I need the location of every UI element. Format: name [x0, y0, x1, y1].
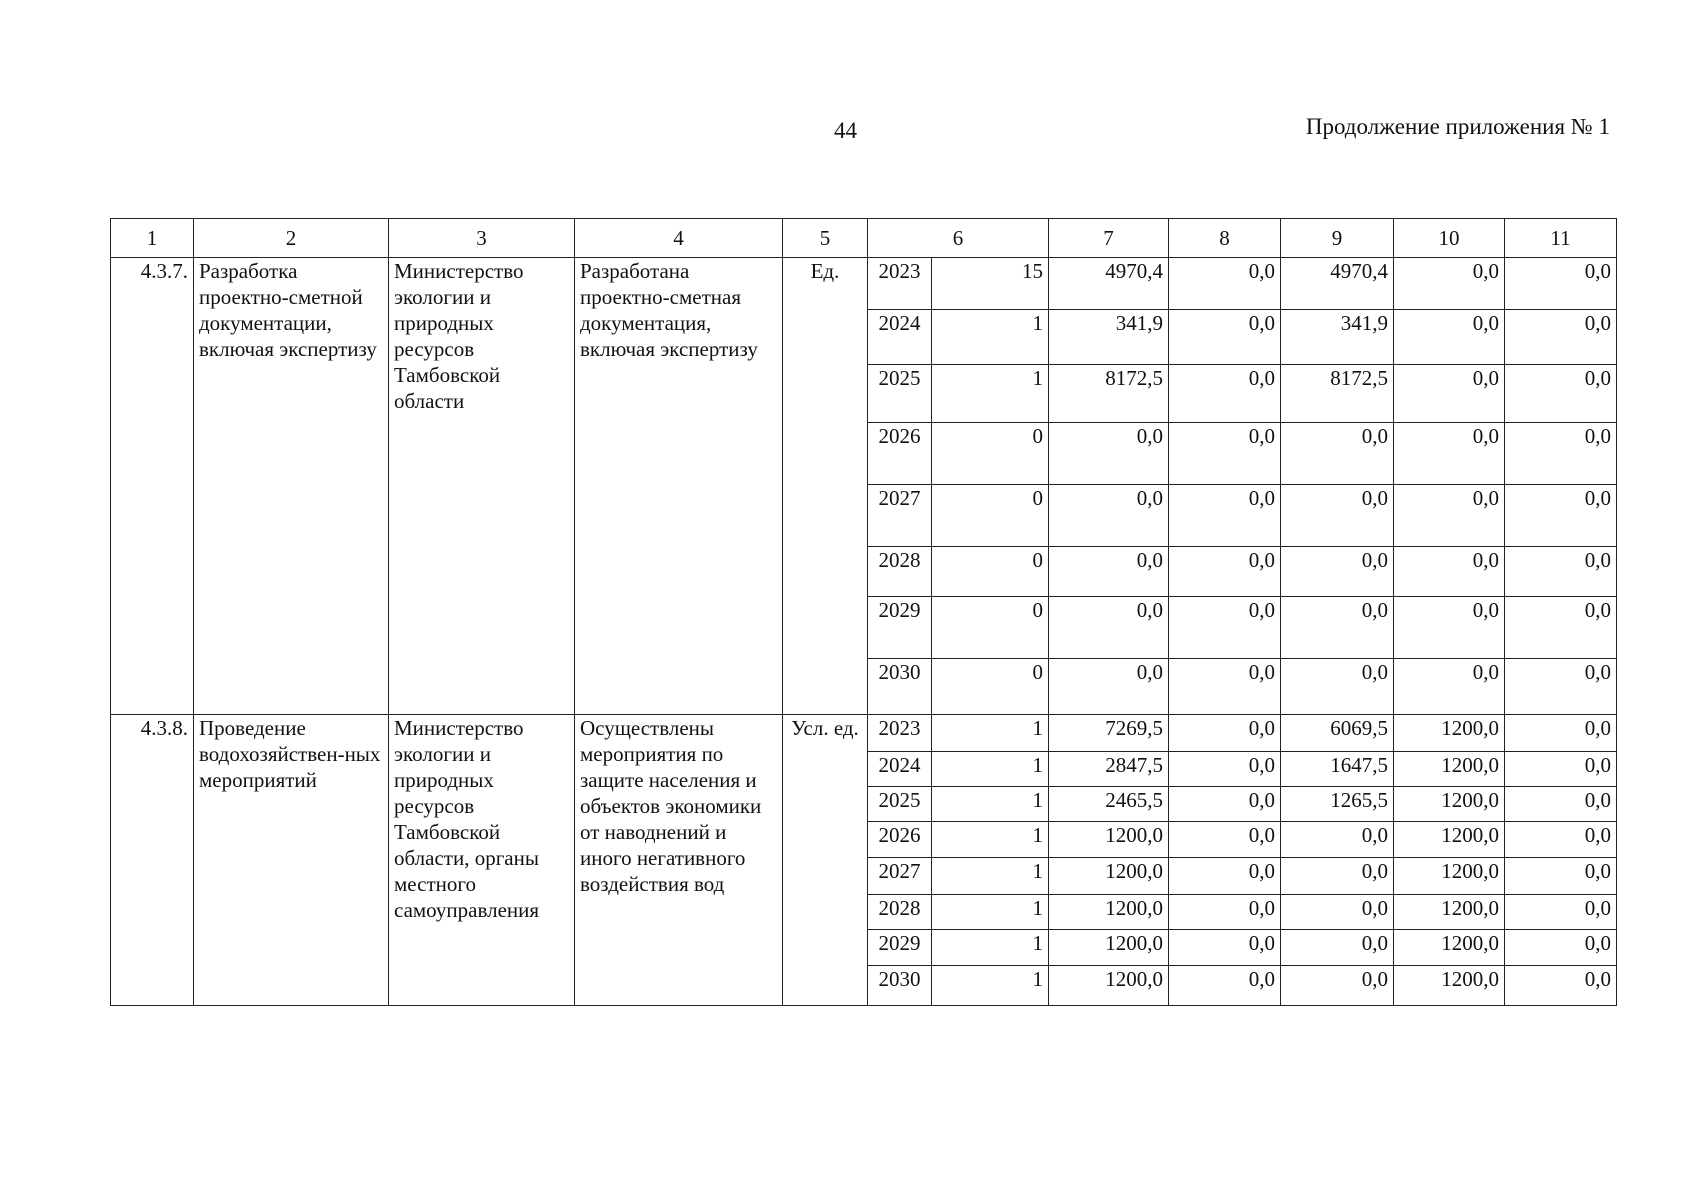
quantity-cell: 1: [932, 715, 1049, 752]
column-number: 8: [1169, 219, 1281, 258]
column-8-cell: 0,0: [1169, 787, 1281, 822]
column-8-cell: 0,0: [1169, 822, 1281, 858]
section-executor: Министерство экологии и природных ресурсов Тамбовской области, органы местного самоуправления: [389, 715, 575, 1006]
year-cell: 2028: [868, 547, 932, 597]
total-cell: 1200,0: [1049, 822, 1169, 858]
column-10-cell: 0,0: [1394, 423, 1505, 485]
total-cell: 1200,0: [1049, 895, 1169, 930]
quantity-cell: 1: [932, 752, 1049, 787]
year-cell: 2030: [868, 659, 932, 715]
column-8-cell: 0,0: [1169, 895, 1281, 930]
column-11-cell: 0,0: [1505, 547, 1617, 597]
section-name: Проведение водохозяйствен-ных мероприятий: [194, 715, 389, 1006]
column-11-cell: 0,0: [1505, 485, 1617, 547]
column-9-cell: 1647,5: [1281, 752, 1394, 787]
column-9-cell: 0,0: [1281, 423, 1394, 485]
quantity-cell: 0: [932, 423, 1049, 485]
column-11-cell: 0,0: [1505, 659, 1617, 715]
column-10-cell: 1200,0: [1394, 858, 1505, 895]
column-10-cell: 0,0: [1394, 485, 1505, 547]
column-10-cell: 0,0: [1394, 597, 1505, 659]
column-9-cell: 6069,5: [1281, 715, 1394, 752]
total-cell: 0,0: [1049, 597, 1169, 659]
column-9-cell: 0,0: [1281, 895, 1394, 930]
column-11-cell: 0,0: [1505, 858, 1617, 895]
column-10-cell: 0,0: [1394, 547, 1505, 597]
year-cell: 2026: [868, 822, 932, 858]
column-11-cell: 0,0: [1505, 966, 1617, 1006]
column-9-cell: 341,9: [1281, 310, 1394, 365]
quantity-cell: 1: [932, 858, 1049, 895]
column-10-cell: 1200,0: [1394, 895, 1505, 930]
column-number: 7: [1049, 219, 1169, 258]
column-number: 1: [111, 219, 194, 258]
column-9-cell: 0,0: [1281, 930, 1394, 966]
section-result: Осуществлены мероприятия по защите населения и объектов экономики от наводнений и иного негативного воздействия вод: [575, 715, 783, 1006]
column-8-cell: 0,0: [1169, 423, 1281, 485]
column-8-cell: 0,0: [1169, 858, 1281, 895]
column-9-cell: 0,0: [1281, 858, 1394, 895]
column-11-cell: 0,0: [1505, 752, 1617, 787]
year-cell: 2025: [868, 365, 932, 423]
column-8-cell: 0,0: [1169, 659, 1281, 715]
year-cell: 2024: [868, 310, 932, 365]
year-cell: 2030: [868, 966, 932, 1006]
year-cell: 2027: [868, 858, 932, 895]
section-index: 4.3.7.: [111, 258, 194, 715]
column-10-cell: 1200,0: [1394, 752, 1505, 787]
total-cell: 341,9: [1049, 310, 1169, 365]
total-cell: 0,0: [1049, 485, 1169, 547]
column-8-cell: 0,0: [1169, 310, 1281, 365]
total-cell: 2847,5: [1049, 752, 1169, 787]
quantity-cell: 0: [932, 547, 1049, 597]
column-9-cell: 0,0: [1281, 485, 1394, 547]
column-10-cell: 0,0: [1394, 365, 1505, 423]
total-cell: 0,0: [1049, 423, 1169, 485]
section-unit: Усл. ед.: [783, 715, 868, 1006]
quantity-cell: 1: [932, 787, 1049, 822]
column-11-cell: 0,0: [1505, 822, 1617, 858]
column-number: 3: [389, 219, 575, 258]
column-number: 4: [575, 219, 783, 258]
column-10-cell: 1200,0: [1394, 930, 1505, 966]
column-10-cell: 0,0: [1394, 258, 1505, 310]
column-8-cell: 0,0: [1169, 258, 1281, 310]
column-11-cell: 0,0: [1505, 310, 1617, 365]
column-number: 2: [194, 219, 389, 258]
column-8-cell: 0,0: [1169, 597, 1281, 659]
column-9-cell: 4970,4: [1281, 258, 1394, 310]
total-cell: 4970,4: [1049, 258, 1169, 310]
total-cell: 2465,5: [1049, 787, 1169, 822]
column-8-cell: 0,0: [1169, 966, 1281, 1006]
year-cell: 2028: [868, 895, 932, 930]
column-9-cell: 0,0: [1281, 597, 1394, 659]
column-9-cell: 0,0: [1281, 966, 1394, 1006]
year-cell: 2023: [868, 715, 932, 752]
appendix-table: [110, 218, 1617, 1006]
table-row: [111, 715, 1617, 752]
quantity-cell: 1: [932, 822, 1049, 858]
column-9-cell: 0,0: [1281, 659, 1394, 715]
appendix-header-note: Продолжение приложения № 1: [1305, 114, 1610, 139]
column-number-row: [111, 219, 1617, 258]
column-11-cell: 0,0: [1505, 597, 1617, 659]
total-cell: 7269,5: [1049, 715, 1169, 752]
section-index: 4.3.8.: [111, 715, 194, 1006]
column-9-cell: 0,0: [1281, 822, 1394, 858]
column-8-cell: 0,0: [1169, 930, 1281, 966]
column-9-cell: 8172,5: [1281, 365, 1394, 423]
column-10-cell: 0,0: [1394, 659, 1505, 715]
quantity-cell: 0: [932, 597, 1049, 659]
quantity-cell: 1: [932, 365, 1049, 423]
year-cell: 2026: [868, 423, 932, 485]
column-11-cell: 0,0: [1505, 258, 1617, 310]
column-8-cell: 0,0: [1169, 547, 1281, 597]
column-9-cell: 0,0: [1281, 547, 1394, 597]
page-number: 44: [834, 118, 857, 143]
column-8-cell: 0,0: [1169, 485, 1281, 547]
section-executor: Министерство экологии и природных ресурсов Тамбовской области: [389, 258, 575, 715]
total-cell: 1200,0: [1049, 930, 1169, 966]
column-11-cell: 0,0: [1505, 365, 1617, 423]
total-cell: 8172,5: [1049, 365, 1169, 423]
section-name: Разработка проектно-сметной документации, включая экспертизу: [194, 258, 389, 715]
table-row: [111, 258, 1617, 310]
column-10-cell: 1200,0: [1394, 822, 1505, 858]
column-10-cell: 0,0: [1394, 310, 1505, 365]
column-11-cell: 0,0: [1505, 715, 1617, 752]
year-cell: 2027: [868, 485, 932, 547]
column-number: 10: [1394, 219, 1505, 258]
column-number: 9: [1281, 219, 1394, 258]
column-11-cell: 0,0: [1505, 423, 1617, 485]
quantity-cell: 1: [932, 310, 1049, 365]
total-cell: 0,0: [1049, 659, 1169, 715]
column-8-cell: 0,0: [1169, 715, 1281, 752]
year-cell: 2025: [868, 787, 932, 822]
column-11-cell: 0,0: [1505, 787, 1617, 822]
column-8-cell: 0,0: [1169, 365, 1281, 423]
column-8-cell: 0,0: [1169, 752, 1281, 787]
quantity-cell: 1: [932, 930, 1049, 966]
section-unit: Ед.: [783, 258, 868, 715]
quantity-cell: 15: [932, 258, 1049, 310]
quantity-cell: 1: [932, 966, 1049, 1006]
column-9-cell: 1265,5: [1281, 787, 1394, 822]
column-number: 11: [1505, 219, 1617, 258]
year-cell: 2029: [868, 597, 932, 659]
total-cell: 1200,0: [1049, 966, 1169, 1006]
column-11-cell: 0,0: [1505, 895, 1617, 930]
quantity-cell: 0: [932, 485, 1049, 547]
quantity-cell: 0: [932, 659, 1049, 715]
column-number: 6: [868, 219, 1049, 258]
column-10-cell: 1200,0: [1394, 787, 1505, 822]
total-cell: 1200,0: [1049, 858, 1169, 895]
column-10-cell: 1200,0: [1394, 715, 1505, 752]
year-cell: 2029: [868, 930, 932, 966]
year-cell: 2024: [868, 752, 932, 787]
quantity-cell: 1: [932, 895, 1049, 930]
total-cell: 0,0: [1049, 547, 1169, 597]
column-10-cell: 1200,0: [1394, 966, 1505, 1006]
column-number: 5: [783, 219, 868, 258]
section-result: Разработана проектно-сметная документация, включая экспертизу: [575, 258, 783, 715]
year-cell: 2023: [868, 258, 932, 310]
column-11-cell: 0,0: [1505, 930, 1617, 966]
